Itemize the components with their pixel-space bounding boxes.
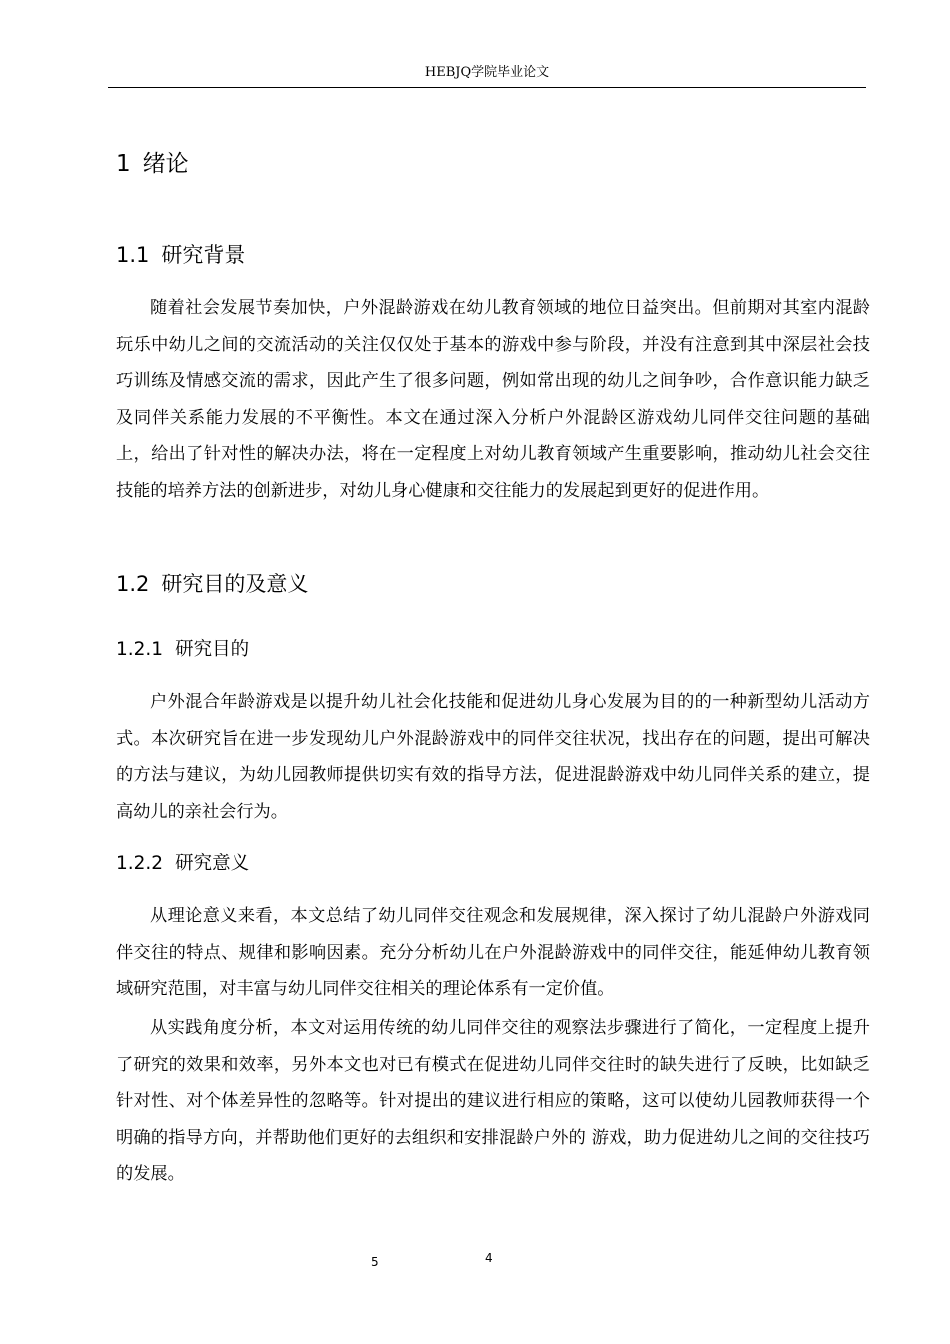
subsection-heading-1-2-2 <box>116 849 249 879</box>
page-number-left: 5 <box>371 1255 379 1269</box>
section-heading-1-1 <box>116 238 245 272</box>
chapter-title: 绪论 <box>142 151 189 177</box>
section-title: 研究背景 <box>161 243 246 267</box>
section-heading-1-2 <box>116 567 308 601</box>
paragraph-significance-practice: 从实践角度分析，本文对运用传统的幼儿同伴交往的观察法步骤进行了简化，一定程度上提升了研究的效果和效率，另外本文也对已有模式在促进幼儿同伴交往时的缺失进行了反映，比如缺乏针对性、对个体差异性的忽略等。针对提出的建议进行相应的策略，这可以使幼儿园教师获得一个明确的指导方向，并帮助他们更好的去组织和安排混龄户外的 游戏，助力促进幼儿之间的交往技巧的发展。 <box>116 1018 870 1185</box>
subsection-number: 1.2.1 <box>116 639 164 660</box>
section-number: 1.2 <box>116 572 150 596</box>
running-header: HEBJQ学院毕业论文 <box>424 65 550 80</box>
paragraph-significance-theory: 从理论意义来看，本文总结了幼儿同伴交往观念和发展规律，深入探讨了幼儿混龄户外游戏同伴交往的特点、规律和影响因素。充分分析幼儿在户外混龄游戏中的同伴交往，能延伸幼儿教育领域研究范围，对丰富与幼儿同伴交往相关的理论体系有一定价值。 <box>116 906 870 1000</box>
subsection-heading-1-2-1 <box>116 635 249 665</box>
page-number-right: 4 <box>485 1251 493 1265</box>
chapter-number: 1 <box>116 151 131 177</box>
header-rule <box>108 87 866 88</box>
paragraph-background: 随着社会发展节奏加快，户外混龄游戏在幼儿教育领域的地位日益突出。但前期对其室内混龄玩乐中幼儿之间的交流活动的关注仅仅处于基本的游戏中参与阶段，并没有注意到其中深层社会技巧训练及情感交流的需求，因此产生了很多问题，例如常出现的幼儿之间争吵，合作意识能力缺乏及同伴关系能力发展的不平衡性。本文在通过深入分析户外混龄区游戏幼儿同伴交往问题的基础上，给出了针对性的解决办法，将在一定程度上对幼儿教育领域产生重要影响，推动幼儿社会交往技能的培养方法的创新进步，对幼儿身心健康和交往能力的发展起到更好的促进作用。 <box>116 298 870 501</box>
section-title: 研究目的及意义 <box>161 572 309 596</box>
subsection-title: 研究意义 <box>175 853 250 874</box>
section-number: 1.1 <box>116 243 150 267</box>
chapter-heading <box>116 146 189 182</box>
paragraph-purpose: 户外混合年龄游戏是以提升幼儿社会化技能和促进幼儿身心发展为目的的一种新型幼儿活动方式。本次研究旨在进一步发现幼儿户外混龄游戏中的同伴交往状况，找出存在的问题，提出可解决的方法与建议，为幼儿园教师提供切实有效的指导方法，促进混龄游戏中幼儿同伴关系的建立，提高幼儿的亲社会行为。 <box>116 692 870 822</box>
subsection-title: 研究目的 <box>175 639 250 660</box>
subsection-number: 1.2.2 <box>116 853 164 874</box>
